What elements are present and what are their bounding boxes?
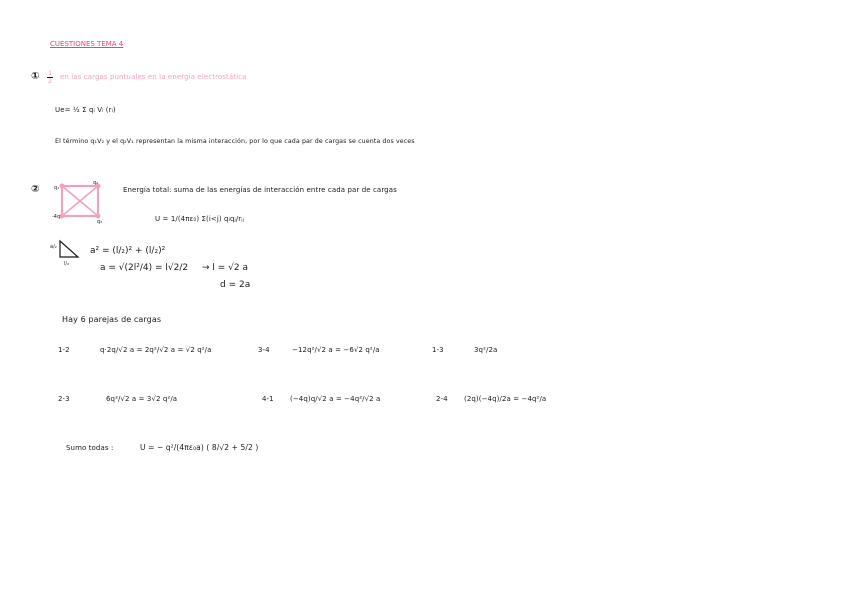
- pair-expr-2-3: 6q²/√2 a = 3√2 q²/a: [106, 395, 178, 403]
- triangle-label-a: a/₂: [50, 244, 57, 250]
- q1-frac-den: 2: [48, 76, 53, 85]
- q1-frac-num: 1: [48, 69, 53, 77]
- q2-energy-text: Energía total: suma de las energías de interacción entre cada par de cargas: [123, 186, 397, 194]
- l-result: → l = √2 a: [202, 263, 249, 273]
- pair-label-1-3: 1-3: [432, 346, 444, 354]
- pair-label-4-1: 4-1: [262, 395, 274, 403]
- pair-label-1-2: 1-2: [58, 346, 70, 354]
- d-result: d = 2a: [220, 280, 251, 290]
- corner-label-2: q₂: [93, 180, 99, 186]
- corner-label-4: q₃: [97, 219, 103, 224]
- pair-expr-4-1: (−4q)q/√2 a = −4q²/√2 a: [290, 395, 381, 403]
- charge-dot-4: [96, 214, 101, 219]
- pair-expr-1-3: 3q²/2a: [474, 346, 498, 354]
- pair-expr-2-4: (2q)(−4q)/2a = −4q²/a: [464, 395, 547, 403]
- triangle-label-b: l/₂: [64, 261, 70, 266]
- q1-intro: en las cargas puntuales en la energía electrostática: [60, 73, 247, 81]
- charge-dot-3: [60, 214, 65, 219]
- q1-fraction: [47, 70, 53, 85]
- pair-expr-1-2: q·2q/√2 a = 2q²/√2 a = √2 q²/a: [100, 346, 212, 354]
- charges-square-diagram: [52, 180, 108, 224]
- charge-dot-1: [60, 184, 65, 189]
- question-1-badge: ①: [31, 71, 40, 82]
- page-title: CUESTIONES TEMA 4: [50, 40, 124, 48]
- pairs-heading: Hay 6 parejas de cargas: [62, 315, 162, 324]
- pair-label-2-3: 2-3: [58, 395, 70, 403]
- q1-explanation: El término q₁V₂ y el q₂V₁ representan la misma interacción, por lo que cada par de cargas se cuenta dos veces: [55, 138, 415, 145]
- sum-expression: U = − q²/(4πε₀a) ( 8/√2 + 5/2 ): [140, 443, 259, 452]
- right-triangle-sketch: [50, 238, 84, 266]
- q2-energy-formula: U = 1/(4πε₀) Σ(i<j) qᵢqⱼ/rᵢⱼ: [155, 215, 244, 223]
- sum-label: Sumo todas :: [66, 444, 114, 452]
- question-2-badge: ②: [31, 184, 40, 195]
- pair-label-2-4: 2-4: [436, 395, 448, 403]
- a-line: a = √(2l²/4) = l√2/2: [100, 263, 189, 273]
- triangle-shape: [60, 241, 78, 257]
- pair-expr-3-4: −12q²/√2 a = −6√2 q²/a: [292, 346, 380, 354]
- pair-label-3-4: 3-4: [258, 346, 270, 354]
- pythagoras-line: a² = (l/₂)² + (l/₂)²: [90, 246, 166, 256]
- corner-label-3: -4q: [52, 214, 61, 220]
- corner-label-1: q₁: [54, 185, 60, 191]
- q1-formula: Ue= ½ Σ qᵢ Vᵢ (rᵢ): [55, 106, 116, 114]
